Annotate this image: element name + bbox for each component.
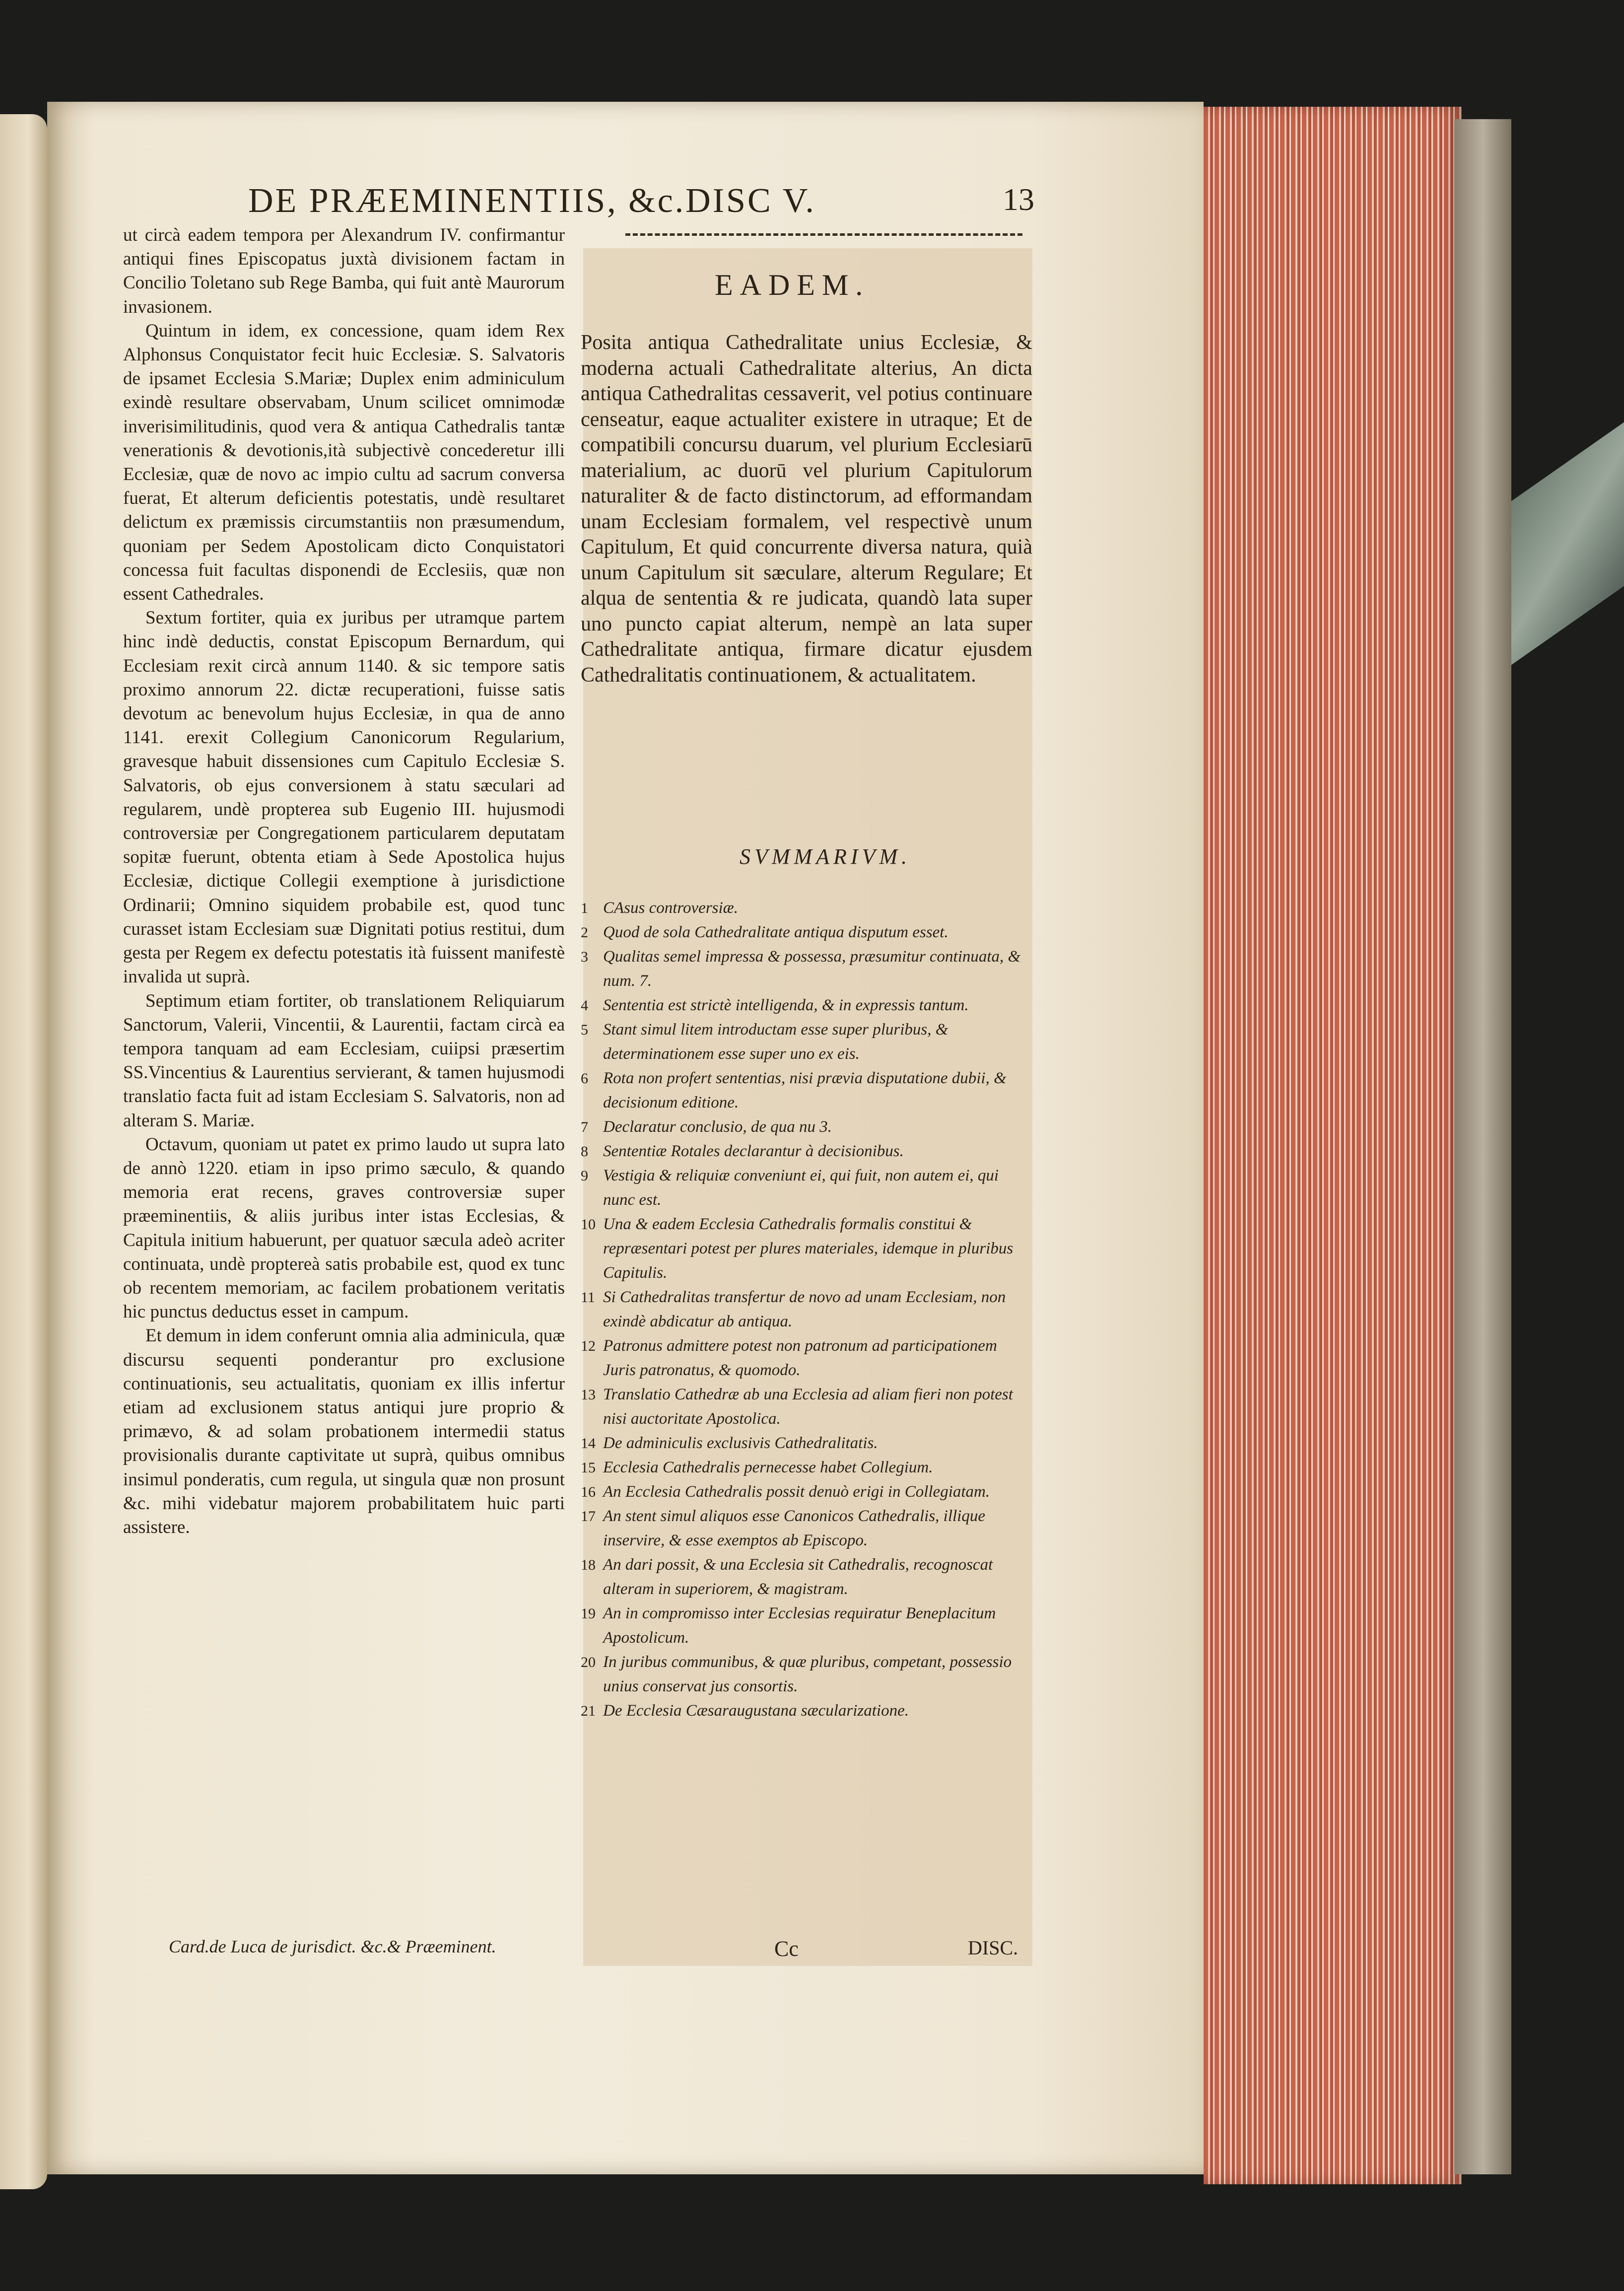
summarium-text: Translatio Cathedræ ab una Ecclesia ad aliam fieri non potest nisi auctoritate Apostolica. <box>603 1386 1013 1428</box>
summarium-item <box>581 1115 1032 1139</box>
fore-edge <box>1204 107 1462 2184</box>
paragraph: Octavum, quoniam ut patet ex primo laudo ut supra lato de annò 1220. etiam in ipso primo sæculo, & quando memoria erat recens, graves controversiæ super præeminentiis, & aliis juribus inter istas Ecclesias, & Capitula initium habuerunt, per quatuor sæcula adeò acriter continuata, undè proptereà satis probabile est, quod ex tunc ob recentem memoriam, ac facilem probationem veritatis hic punctus deductus esset in campum. <box>123 1134 565 1322</box>
summarium-item <box>581 1650 1032 1699</box>
summarium-item <box>581 896 1032 920</box>
summarium-text: De Ecclesia Cæsaraugustana sæcularizatione. <box>603 1702 909 1720</box>
summarium-text: Una & eadem Ecclesia Cathedralis formalis constitui & repræsentari potest per plures materiales, idemque in pluribus Capitulis. <box>603 1215 1014 1282</box>
catchword: DISC. <box>968 1937 1018 1959</box>
summarium-number: 8 <box>581 1143 588 1160</box>
summarium-number: 19 <box>581 1605 596 1622</box>
summarium-text: Sententia est strictè intelligenda, & in expressis tantum. <box>603 996 969 1014</box>
summarium-number: 12 <box>581 1338 596 1354</box>
paragraph: ut circà eadem tempora per Alexandrum IV. confirmantur antiqui fines Episcopatus juxtà divisionem factam in Concilio Toletano sub Rege Bamba, qui fuit antè Maurorum invasionem. <box>123 225 565 317</box>
summarium-text: An in compromisso inter Ecclesias requiratur Beneplacitum Apostolicum. <box>603 1604 996 1647</box>
summarium-item <box>581 1018 1032 1066</box>
folio-number: 13 <box>1003 182 1034 217</box>
left-page-edge <box>0 114 47 2189</box>
summarium-item <box>581 1383 1032 1431</box>
summarium-item <box>581 1456 1032 1480</box>
summarium-number: 20 <box>581 1654 596 1670</box>
summarium-text: In juribus communibus, & quæ pluribus, competant, possessio unius conservat jus consortis. <box>603 1653 1012 1695</box>
summarium-item <box>581 1553 1032 1601</box>
summarium-number: 3 <box>581 949 588 965</box>
summarium-text: De adminiculis exclusivis Cathedralitatis. <box>603 1434 878 1452</box>
summarium-number: 13 <box>581 1387 596 1403</box>
paragraph: Posita antiqua Cathedralitate unius Ecclesiæ, & moderna actuali Cathedralitate alterius, An dicta antiqua Cathedralitas cessaverit, vel potius continuare censeatur, eaque actualiter existere in utraque; Et de compatibili concursu duarum, vel plurium Ecclesiarū materialium, ac duorū vel plurium Capitulorum naturaliter & de facto distinctorum, ad efformandam unam Ecclesiam formalem, vel respectivè unum Capitulum, Et quid concurrente diversa natura, quià unum Capitulum sit sæculare, alterum Regulare; Et alqua de sententia & re judicata, quandò lata super uno puncto capiat alterum, nempè an lata super Cathedralitate antiqua, firmare dicatur ejusdem Cathedralitatis continuationem, & actualitatem. <box>581 331 1032 687</box>
summarium-number: 10 <box>581 1216 596 1233</box>
clasp-icon <box>1511 422 1624 665</box>
summarium-item <box>581 945 1032 993</box>
summarium-text: Sententiæ Rotales declarantur à decisionibus. <box>603 1142 904 1160</box>
summarium-number: 9 <box>581 1168 588 1184</box>
section-title: EADEM. <box>715 269 870 301</box>
summarium-item <box>581 1334 1032 1383</box>
page-header: DE PRÆEMINENTIIS, &c.DISC V. <box>248 182 816 220</box>
summarium-number: 7 <box>581 1119 588 1135</box>
summarium-text: Quod de sola Cathedralitate antiqua disputum esset. <box>603 923 948 941</box>
summarium-text: An dari possit, & una Ecclesia sit Cathedralis, recognoscat alteram in superiorem, & magistram. <box>603 1556 993 1598</box>
summarium-item <box>581 1601 1032 1650</box>
summarium-number: 4 <box>581 997 588 1014</box>
summarium-number: 18 <box>581 1557 596 1573</box>
summarium-item <box>581 920 1032 945</box>
summarium-number: 5 <box>581 1022 588 1038</box>
summarium-item <box>581 1480 1032 1504</box>
header-rule <box>625 233 1022 236</box>
summarium-item <box>581 993 1032 1018</box>
summarium-text: An Ecclesia Cathedralis possit denuò erigi in Collegiatam. <box>603 1483 990 1501</box>
summarium-text: Si Cathedralitas transfertur de novo ad unam Ecclesiam, non exindè abdicatur ab antiqua. <box>603 1288 1006 1330</box>
summarium-text: Qualitas semel impressa & possessa, præsumitur continuata, & num. 7. <box>603 948 1021 990</box>
summarium-text: Stant simul litem introductam esse super pluribus, & determinationem esse super uno ex eis. <box>603 1021 948 1063</box>
paragraph: Quintum in idem, ex concessione, quam idem Rex Alphonsus Conquistator fecit huic Ecclesiæ. S. Salvatoris de ipsamet Ecclesia S.Mariæ; Duplex enim adminiculum exindè resultare observabam, Unum scilicet omnimodæ inverisimilitudinis, quod vera & antiqua Cathedralis tantæ venerationis & devotionis,ità subjectivè concederetur illi Ecclesiæ, quæ de novo ac impio cultu ad sacrum conversa fuerat, Et alterum deficientis potestatis, undè resultaret delictum ex præmissis circumstantiis non præsumendum, quoniam per Sedem Apostolicam dicto Conquistatori concessa fuit facultas disponendi de Ecclesiis, quæ non essent Cathedrales. <box>123 320 565 605</box>
footer-running-title: Card.de Luca de jurisdict. &c.& Præeminent. <box>169 1937 496 1956</box>
paragraph: Septimum etiam fortiter, ob translationem Reliquiarum Sanctorum, Valerii, Vincentii, & Laurentii, factam circà ea tempora tanquam ad eam Ecclesiam, cuiipsi præsertim SS.Vincentius & Laurentius servierant, & tamen hujusmodi translatio facta fuit ad istam Ecclesiam S. Salvatoris, non ad alteram S. Mariæ. <box>123 990 565 1131</box>
signature-mark: Cc <box>774 1937 799 1961</box>
summarium-item <box>581 1212 1032 1285</box>
paragraph: Et demum in idem conferunt omnia alia adminicula, quæ discursu sequenti ponderantur pro exclusione continuationis, seu actualitatis, quoniam ex illis infertur etiam ad exclusionem status antiqui jure proprio & primævo, & ad solam probationem intermedii status provisionalis durante captivitate ut suprà, quibus omnibus insimul ponderatis, cum regula, ut singula quæ non prosunt &c. mihi videbatur majorem probabilitatem huic parti assistere. <box>123 1325 565 1537</box>
summarium-number: 21 <box>581 1703 596 1719</box>
summarium-item <box>581 1066 1032 1115</box>
summarium-title: SVMMARIVM. <box>740 844 911 869</box>
summarium-item <box>581 1504 1032 1553</box>
summarium-number: 14 <box>581 1435 596 1452</box>
summarium-number: 2 <box>581 924 588 941</box>
summarium-list <box>581 896 1032 1723</box>
summarium-text: Rota non profert sententias, nisi prævia disputatione dubii, & decisionum editione. <box>603 1069 1007 1111</box>
summarium-number: 6 <box>581 1070 588 1087</box>
summarium-text: Declaratur conclusio, de qua nu 3. <box>603 1118 832 1136</box>
quaestio-text <box>581 330 1032 688</box>
paragraph: Sextum fortiter, quia ex juribus per utramque partem hinc indè deductis, constat Episcopum Bernardum, qui Ecclesiam rexit circà annum 1140. & sic tempore satis proximo annorum 22. dictæ recuperationi, fuisse satis devotum ac benevolum hujus Ecclesiæ, in qua de anno 1141. erexit Collegium Canonicorum Regularium, gravesque habuit dissensiones cum Capitulo Ecclesiæ S. Salvatoris, ob ejus conversionem à statu sæculari ad regularem, undè propterea sub Eugenio III. hujusmodi controversiæ per Congregationem particularem deputatam sopitæ fuerunt, obtenta etiam à Sede Apostolica hujus Ecclesiæ, dictique Collegii exemptione à jurisdictione Ordinarii; Omnino siquidem probabile est, quod tunc curasset istam Ecclesiam suæ Dignitati potius restitui, dum gesta per Regem ex defectu potestatis ità fuissent manifestè invalida ut suprà. <box>123 608 565 987</box>
summarium-item <box>581 1139 1032 1164</box>
summarium-text: Ecclesia Cathedralis pernecesse habet Collegium. <box>603 1458 933 1476</box>
summarium-text: CAsus controversiæ. <box>603 899 738 917</box>
summarium-text: An stent simul aliquos esse Canonicos Cathedralis, illique inservire, & esse exemptos ab Episcopo. <box>603 1507 985 1549</box>
summarium-number: 1 <box>581 900 588 916</box>
summarium-number: 11 <box>581 1289 595 1306</box>
book-cover-edge <box>1454 119 1511 2174</box>
summarium-number: 15 <box>581 1459 596 1476</box>
summarium-text: Vestigia & reliquiæ conveniunt ei, qui fuit, non autem ei, qui nunc est. <box>603 1167 999 1209</box>
summarium-item <box>581 1699 1032 1723</box>
summarium-text: Patronus admittere potest non patronum ad participationem Juris patronatus, & quomodo. <box>603 1337 997 1379</box>
summarium-number: 16 <box>581 1484 596 1500</box>
summarium-item <box>581 1285 1032 1334</box>
summarium-item <box>581 1431 1032 1456</box>
left-column <box>123 223 565 1539</box>
summarium-item <box>581 1164 1032 1212</box>
summarium-number: 17 <box>581 1508 596 1525</box>
